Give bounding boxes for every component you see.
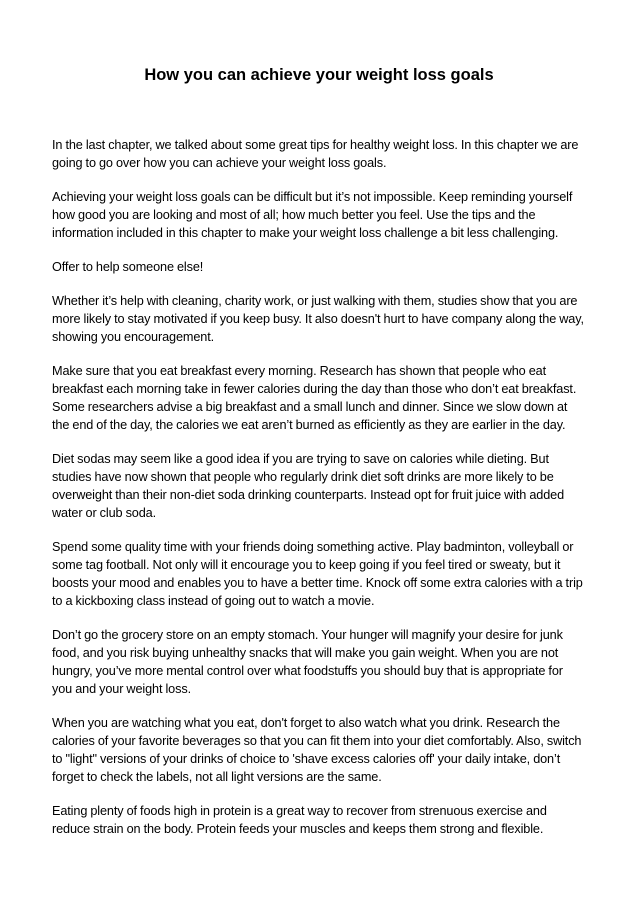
paragraph-grocery-store: Don’t go the grocery store on an empty stomach. Your hunger will magnify your desire for junk food, and you risk buying unhealthy snacks that will make you gain weight. When you are not hungry, you’ve more mental control over what foodstuffs you should buy that is appropriate for you and your weight loss.: [52, 628, 563, 696]
paragraph-protein: Eating plenty of foods high in protein is a great way to recover from strenuous exercise and reduce strain on the body. Protein feeds your muscles and keeps them strong and flexible.: [52, 804, 547, 836]
paragraph-drinks: When you are watching what you eat, don't forget to also watch what you drink. Research the calories of your favorite beverages so that you can fit them into your diet comfortably. Also, switch to "light" versions of your drinks of choice to 'shave excess calories off' your daily intake, don’t forget to check the labels, not all light versions are the same.: [52, 716, 582, 784]
document-body: [52, 136, 586, 854]
paragraph-diet-sodas: Diet sodas may seem like a good idea if you are trying to save on calories while dieting. But studies have now shown that people who regularly drink diet soft drinks are more likely to be overweight than their non-diet soda drinking counterparts. Instead opt for fruit juice with added water or club soda.: [52, 452, 565, 520]
paragraph-achieving-goals: Achieving your weight loss goals can be difficult but it’s not impossible. Keep reminding yourself how good you are looking and most of all; how much better you feel. Use the tips and the information included in this chapter to make your weight loss challenge a bit less challenging.: [52, 190, 573, 240]
paragraph-friends-activity: Spend some quality time with your friends doing something active. Play badminton, volleyball or some tag football. Not only will it encourage you to keep going if you feel tired or sweaty, but it boosts your mood and enables you to have a better time. Knock off some extra calories with a trip to a kickboxing class instead of going out to watch a movie.: [52, 540, 583, 608]
document-title: How you can achieve your weight loss goals: [144, 66, 494, 84]
paragraph-offer-help: Offer to help someone else!: [52, 260, 204, 274]
paragraph-stay-busy: Whether it’s help with cleaning, charity work, or just walking with them, studies show that you are more likely to stay motivated if you keep busy. It also doesn't hurt to have company along the way, showing you encouragement.: [52, 294, 584, 344]
paragraph-breakfast: Make sure that you eat breakfast every morning. Research has shown that people who eat breakfast each morning take in fewer calories during the day than those who don’t eat breakfast. Some researchers advise a big breakfast and a small lunch and dinner. Since we slow down at the end of the day, the calories we eat aren’t burned as efficiently as they are earlier in the day.: [52, 364, 577, 432]
paragraph-intro: In the last chapter, we talked about some great tips for healthy weight loss. In this chapter we are going to go over how you can achieve your weight loss goals.: [52, 138, 579, 170]
